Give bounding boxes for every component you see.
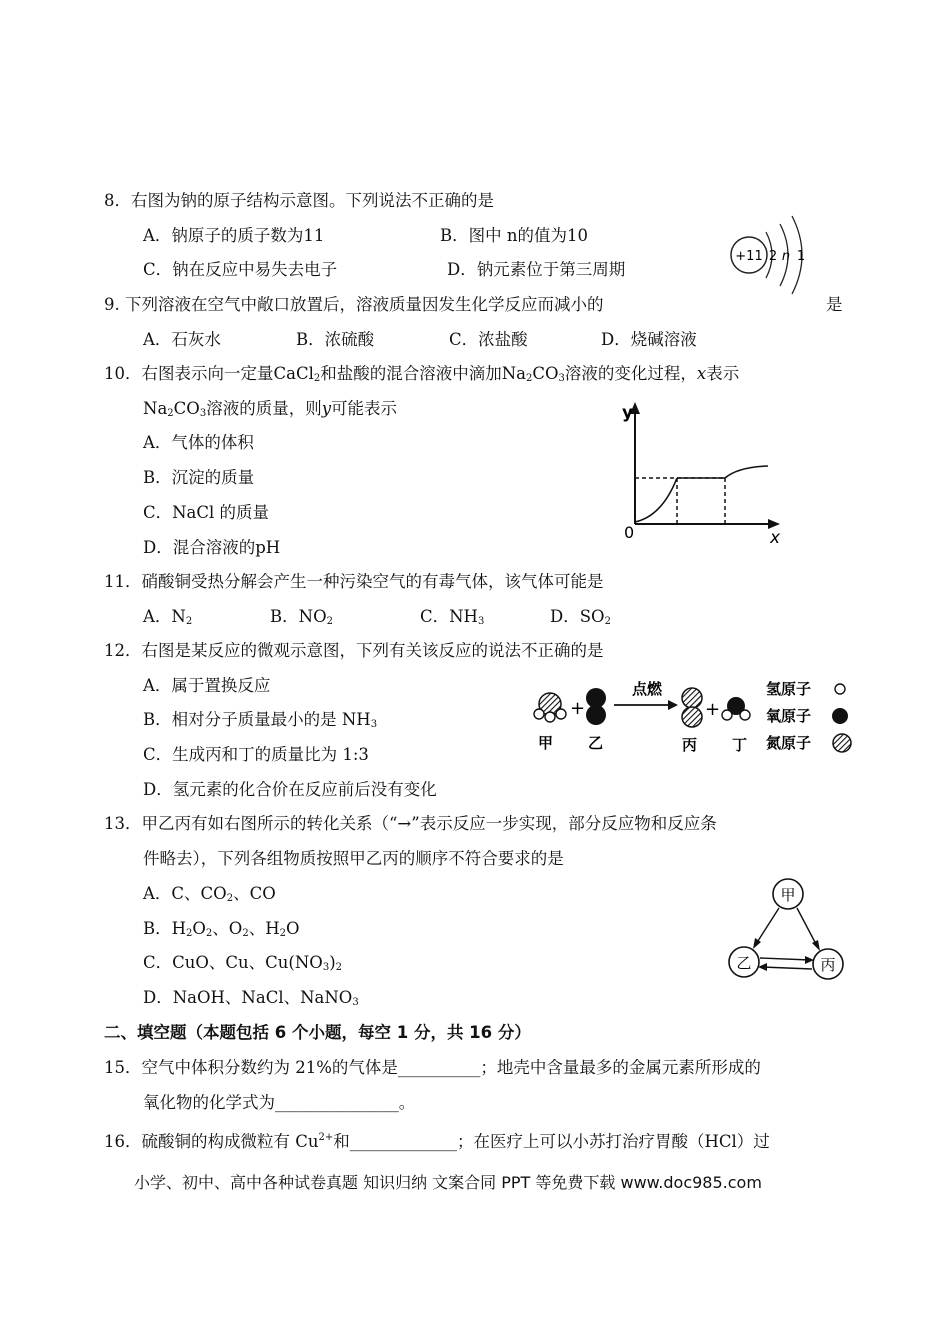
q8-option-a: A．钠原子的质子数为11 — [143, 226, 325, 245]
node-bing: 丙 — [820, 956, 836, 974]
q13-option-d: D．NaOH、NaCl、NaNO$_3$ — [143, 988, 359, 1008]
q10-stem-line2: $Na_2CO_3$溶液的质量，则y可能表示 — [143, 399, 398, 419]
x-axis-label: x — [770, 528, 781, 546]
q12-option-a: A．属于置换反应 — [143, 676, 271, 695]
q9-option-d: D．烧碱溶液 — [601, 330, 697, 349]
q8-stem: 8．右图为钠的原子结构示意图。下列说法不正确的是 — [104, 191, 494, 210]
q8-option-d: D．钠元素位于第三周期 — [447, 260, 626, 279]
q11-option-c: C．$NH_3$ — [420, 607, 485, 627]
q9-stem-end: 是 — [826, 295, 843, 314]
node-jia: 甲 — [780, 886, 796, 904]
plus-sign-1: + — [570, 698, 586, 719]
q9-option-c: C．浓盐酸 — [449, 330, 528, 349]
q9-stem: 9. 下列溶液在空气中敞口放置后，溶液质量因发生化学反应而减小的 — [104, 295, 604, 314]
nucleus-label: +11 — [735, 249, 763, 264]
page-footer: 小学、初中、高中各种试卷真题 知识归纳 文案合同 PPT 等免费下载 www.doc985.com — [134, 1173, 762, 1192]
q10-option-a: A．气体的体积 — [143, 433, 254, 452]
q11-option-d: D．$SO_2$ — [550, 607, 611, 627]
q10-option-d: D．混合溶液的pH — [143, 538, 281, 557]
label-yi: 乙 — [588, 734, 604, 752]
q8-option-b: B．图中 n的值为10 — [440, 226, 588, 245]
q12-option-d: D．氢元素的化合价在反应前后没有变化 — [143, 780, 437, 799]
legend-nitrogen-label: 氮原子 — [766, 734, 812, 752]
q11-option-a: A．$N_2$ — [143, 607, 193, 627]
q11-option-b: B．$NO_2$ — [270, 607, 333, 627]
q13-stem: 13．甲乙丙有如右图所示的转化关系（“→”表示反应一步实现，部分反应物和反应条 — [104, 814, 717, 833]
legend-hydrogen-label: 氢原子 — [766, 680, 812, 698]
q8-option-c: C．钠在反应中易失去电子 — [143, 260, 338, 279]
q15-line2: 氧化物的化学式为_______________。 — [143, 1093, 416, 1112]
sodium-atom-diagram — [722, 212, 814, 298]
q13-option-b: B．$H_2O_2$、$O_2$、$H_2O$ — [143, 919, 300, 939]
shell1-label: 2 — [768, 249, 778, 264]
label-jia: 甲 — [538, 734, 554, 752]
q13-option-a: A．C、$CO_2$、CO — [143, 884, 276, 904]
q9-option-a: A．石灰水 — [143, 330, 221, 349]
q10-stem: 10．右图表示向一定量CaCl$_2$和盐酸的混合溶液中滴加$Na_2CO_3$溶液的变化过程，x表示 — [104, 364, 740, 384]
legend-oxygen-label: 氧原子 — [766, 707, 812, 725]
label-bing: 丙 — [682, 736, 698, 754]
q10-graph — [610, 398, 790, 546]
q13-option-c: C．CuO、Cu、$Cu(NO_3)_2$ — [143, 953, 342, 973]
y-axis-label: y — [622, 403, 634, 423]
q9-option-b: B．浓硫酸 — [296, 330, 375, 349]
q16-line1: 16．硫酸铜的构成微粒有 $Cu^{2+}$和_____________；在医疗上可以小苏打治疗胃酸（HCl）过 — [104, 1132, 770, 1151]
q12-reaction-diagram — [526, 672, 862, 764]
plus-sign-2: + — [705, 699, 721, 720]
origin-label: 0 — [624, 523, 635, 542]
q13-conversion-diagram — [724, 876, 852, 982]
q12-option-c: C．生成丙和丁的质量比为 1:3 — [143, 745, 369, 764]
reaction-condition: 点燃 — [632, 680, 663, 698]
q11-stem: 11．硝酸铜受热分解会产生一种污染空气的有毒气体，该气体可能是 — [104, 572, 604, 591]
q12-option-b: B．相对分子质量最小的是 $NH_3$ — [143, 710, 378, 730]
section-title: 二、填空题（本题包括 6 个小题，每空 1 分，共 16 分） — [104, 1023, 531, 1042]
q13-stem-line2: 件略去），下列各组物质按照甲乙丙的顺序不符合要求的是 — [143, 849, 564, 868]
q15-line1: 15．空气中体积分数约为 21%的气体是__________；地壳中含量最多的金属元素所形成的 — [104, 1058, 761, 1077]
q12-stem: 12．右图是某反应的微观示意图，下列有关该反应的说法不正确的是 — [104, 641, 604, 660]
node-yi: 乙 — [736, 954, 752, 972]
shell2-label: n — [781, 249, 791, 264]
q10-option-b: B．沉淀的质量 — [143, 468, 255, 487]
label-ding: 丁 — [732, 736, 748, 754]
shell3-label: 1 — [796, 249, 806, 264]
q10-option-c: C．NaCl 的质量 — [143, 503, 270, 522]
